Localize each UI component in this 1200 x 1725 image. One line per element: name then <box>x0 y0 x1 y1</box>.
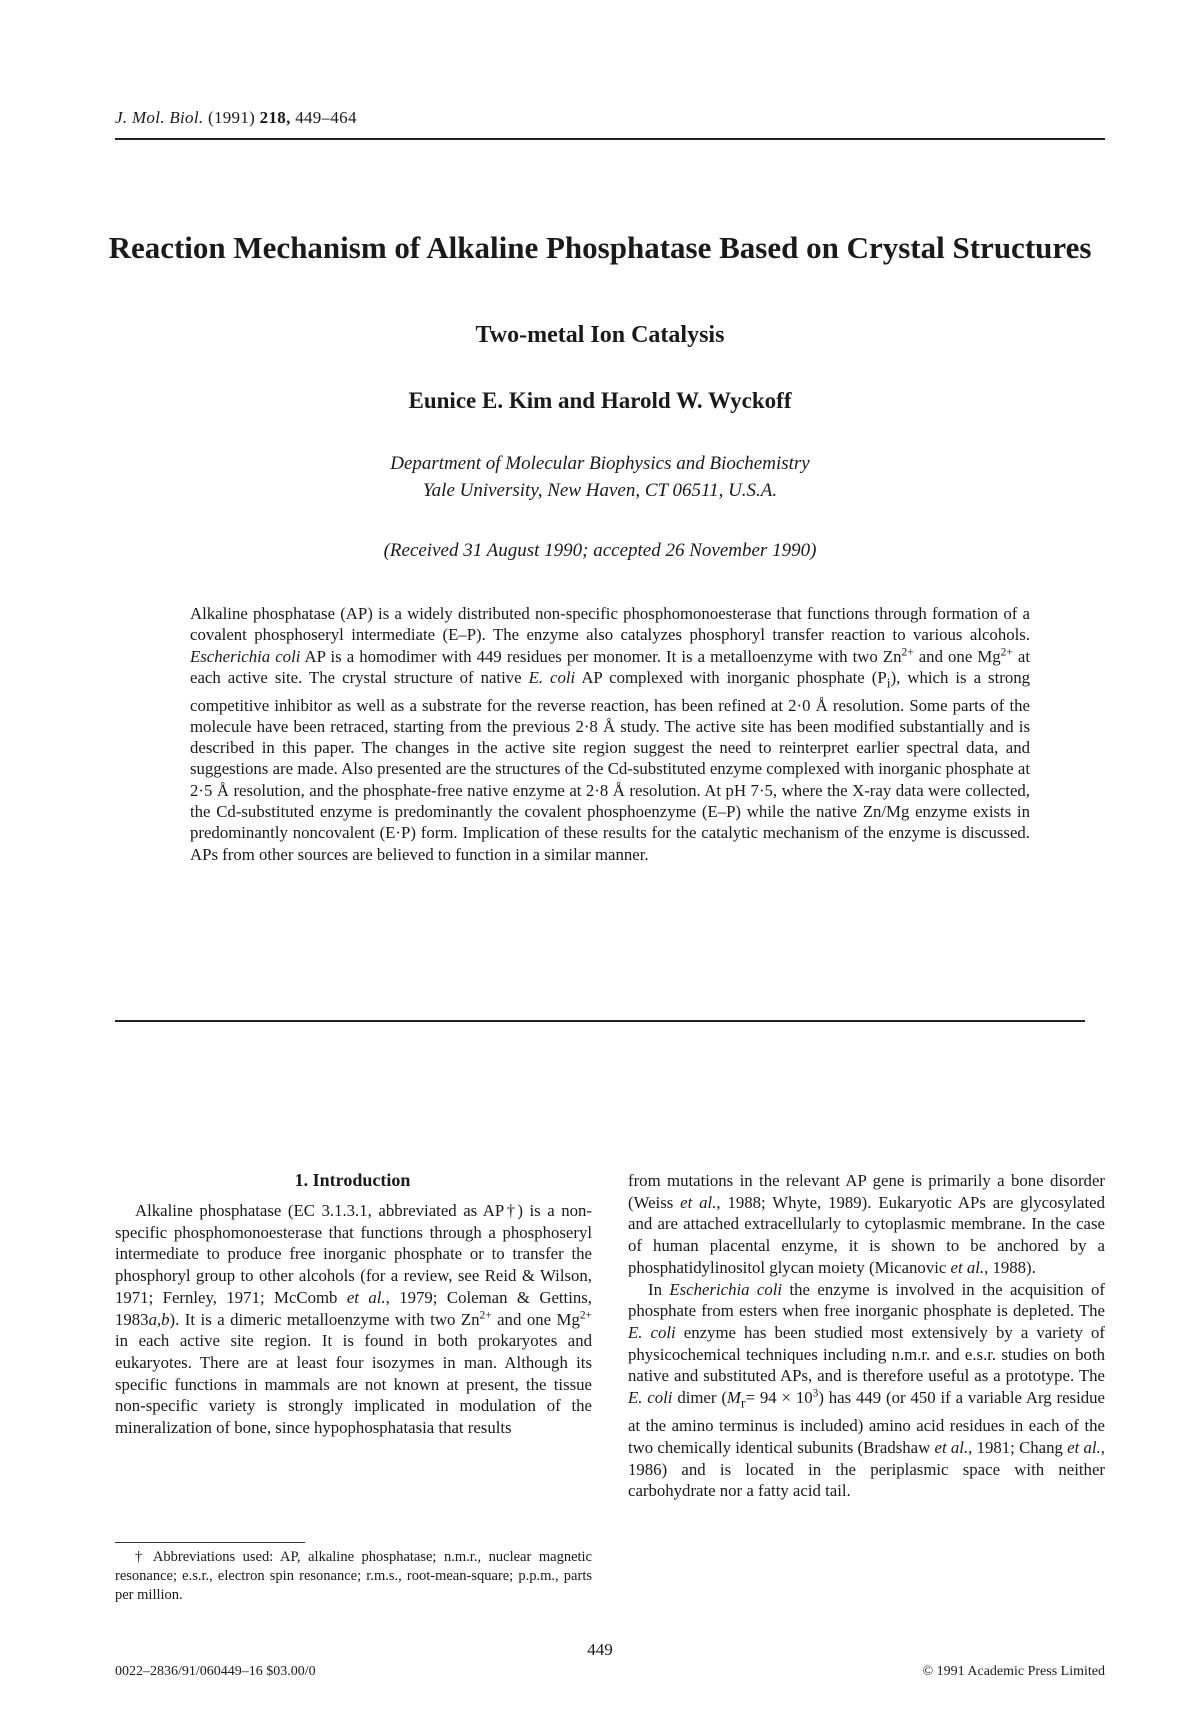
header-rule <box>115 138 1105 140</box>
intro-text: dimer ( <box>677 1388 727 1408</box>
intro-text: , 1979; Coleman & Gettins, 1983 <box>115 1287 592 1329</box>
abstract-text: AP is a homodimer with 449 residues per monomer. It is a metalloenzyme with two Zn <box>304 646 902 666</box>
organism-name: E. coli <box>628 1388 673 1408</box>
abstract-text: at each active site. The crystal structure of native <box>190 646 1030 687</box>
et-al: et al. <box>934 1437 969 1457</box>
affiliation-address: Yale University, New Haven, CT 06511, U.S.A. <box>422 480 778 501</box>
organism-name: E. coli <box>628 1322 676 1342</box>
charge-superscript: 2+ <box>479 1308 492 1321</box>
charge-superscript: 2+ <box>579 1308 592 1321</box>
article-title: Reaction Mechanism of Alkaline Phosphatase Based on Crystal Structures <box>108 230 1092 265</box>
page-number: 449 <box>587 1640 613 1659</box>
intro-text: enzyme has been studied most extensively by a variety of physicochemical techniques including n.m.r. and e.s.r. studies on both native and substituted APs, and is therefore useful as a prototype. The <box>628 1322 1105 1386</box>
intro-paragraph <box>628 1279 1105 1502</box>
et-al: et al. <box>950 1257 985 1277</box>
mass-subscript: r <box>740 1396 746 1412</box>
received-dates: (Received 31 August 1990; accepted 26 November 1990) <box>383 540 817 561</box>
abstract-text: and one Mg <box>918 646 1001 666</box>
journal-year: (1991) <box>207 108 256 127</box>
journal-pages: 449–464 <box>295 108 357 127</box>
abstract-organism: E. coli <box>528 667 576 687</box>
intro-text: , 1988; Whyte, 1989). Eukaryotic APs are glycosylated and are attached extracellularly to cytoplasmic membrane. In the case of human placental enzyme, it is shown to be anchored by a phosphatidylinositol glycan moiety (Micanovic <box>628 1192 1105 1277</box>
journal-volume: 218, <box>259 108 291 127</box>
charge-superscript: 2+ <box>901 646 914 658</box>
intro-text: ) has 449 (or 450 if a variable Arg residue at the amino terminus is included) amino acid residues in each of the two chemically identical subunits (Bradshaw <box>628 1388 1105 1457</box>
intro-text: from mutations in the relevant AP gene is primarily a bone disorder (Weiss <box>628 1171 1105 1212</box>
intro-text: = 94 × 10 <box>745 1388 813 1408</box>
et-al: et al. <box>1067 1437 1101 1457</box>
intro-text: , 1986) and is located in the periplasmic space with neither carbohydrate nor a fatty acid tail. <box>628 1437 1105 1501</box>
article-authors: Eunice E. Kim and Harold W. Wyckoff <box>408 388 792 413</box>
article-subtitle: Two-metal Ion Catalysis <box>475 322 725 348</box>
intro-text: , 1981; Chang <box>968 1437 1063 1457</box>
intro-text: in each active site region. It is found in both prokaryotes and eukaryotes. There are at least four isozymes in man. Although its specific functions in mammals are not known at present, the tissue non-specific variety is strongly implicated in modulation of the mineralization of bone, since hypophosphatasia that results <box>115 1331 592 1438</box>
abstract-organism: Escherichia coli <box>190 646 301 666</box>
citation-suffix: a,b <box>148 1309 170 1329</box>
charge-superscript: 2+ <box>1000 646 1013 658</box>
abstract-text: AP complexed with inorganic phosphate (P <box>581 667 887 687</box>
author-affiliation <box>100 450 1100 504</box>
mass-symbol: M <box>726 1388 741 1408</box>
section-heading: 1. Introduction <box>294 1170 411 1190</box>
issn-code: 0022–2836/91/060449–16 $03.00/0 <box>115 1664 316 1679</box>
exponent: 3 <box>812 1387 819 1400</box>
intro-right-column <box>628 1170 1105 1502</box>
et-al: et al. <box>680 1192 717 1212</box>
footnote-rule <box>115 1542 305 1543</box>
copyright-notice: © 1991 Academic Press Limited <box>922 1664 1105 1679</box>
affiliation-department: Department of Molecular Biophysics and Biochemistry <box>390 453 810 474</box>
intro-text: In <box>648 1279 662 1299</box>
intro-paragraph <box>628 1170 1105 1279</box>
abstract: Alkaline phosphatase (AP) is a widely distributed non-specific phosphomonoesterase that functions through formation of a covalent phosphoseryl intermediate (E–P). The enzyme also catalyzes phosphoryl transfer reaction to various alcohols. Escherichia coli AP is a homodimer with 449 residues per monomer. It is a metalloenzyme with two $Zn^{2+}$ and one $Mg^{2+}$ at each active site. The crystal structure of native E. coli AP complexed with inorganic phosphate $(P_i)$, which is a strong competitive inhibitor as well as a substrate for the reverse reaction, has been refined at 2·0 Å resolution. Some parts of the molecule have been retraced, starting from the previous 2·8 Å study. The active site has been modified substantially and is described in this paper. The changes in the active site region suggest the need to reinterpret earlier spectral data, and suggestions are made. Also presented are the structures of the Cd-substituted enzyme complexed with inorganic phosphate at 2·5 Å resolution, and the phosphate-free native enzyme at 2·8 Å resolution. At pH 7·5, where the X-ray data were collected, the Cd-substituted enzyme is predominantly the covalent phosphoenzyme (E–P) while the native Zn/Mg enzyme exists in predominantly noncovalent (E·P) form. Implication of these results for the catalytic mechanism of the enzyme is discussed. APs from other sources are believed to function in a similar manner. <box>190 604 1031 864</box>
intro-text: and one Mg <box>497 1309 580 1329</box>
abstract-text: Alkaline phosphatase (AP) is a widely distributed non-specific phosphomonoesterase that functions through formation of a covalent phosphoseryl intermediate (E–P). The enzyme also catalyzes phosphoryl transfer reaction to various alcohols. <box>190 604 1030 645</box>
organism-name: Escherichia coli <box>669 1279 783 1299</box>
intro-text: the enzyme is involved in the acquisition of phosphate from esters when free inorganic phosphate is depleted. The <box>628 1279 1105 1321</box>
journal-name: J. Mol. Biol. <box>115 108 204 127</box>
intro-left-column <box>115 1200 592 1439</box>
intro-text: , 1988). <box>984 1257 1036 1277</box>
abstract-rule <box>115 1020 1085 1022</box>
abstract-text: ), which is a strong competitive inhibitor as well as a substrate for the reverse reaction, has been refined at 2·0 Å resolution. Some parts of the molecule have been retraced, starting from the previous 2·8 Å study. The active site has been modified substantially and is described in this paper. The changes in the active site region suggest the need to reinterpret earlier spectral data, and suggestions are made. Also presented are the structures of the Cd-substituted enzyme complexed with inorganic phosphate at 2·5 Å resolution, and the phosphate-free native enzyme at 2·8 Å resolution. At pH 7·5, where the X-ray data were collected, the Cd-substituted enzyme is predominantly the covalent phosphoenzyme (E–P) while the native Zn/Mg enzyme exists in predominantly noncovalent (E·P) form. Implication of these results for the catalytic mechanism of the enzyme is discussed. APs from other sources are believed to function in a similar manner. <box>190 667 1031 864</box>
intro-text: Alkaline phosphatase (EC 3.1.3.1, abbreviated as AP†) is a non-specific phosphomonoesterase that functions through a phosphoseryl intermediate to produce free inorganic phosphate or to transfer the phosphoryl group to other alcohols (for a review, see Reid & Wilson, 1971; Fernley, 1971; McComb <box>115 1201 592 1307</box>
journal-reference <box>115 108 357 128</box>
footnote: † Abbreviations used: AP, alkaline phosphatase; n.m.r., nuclear magnetic resonance; e.s.r., electron spin resonance; r.m.s., root-mean-square; p.p.m., parts per million. <box>115 1549 592 1603</box>
et-al: et al. <box>346 1287 386 1307</box>
intro-text: ). It is a dimeric metalloenzyme with two Zn <box>169 1309 480 1329</box>
